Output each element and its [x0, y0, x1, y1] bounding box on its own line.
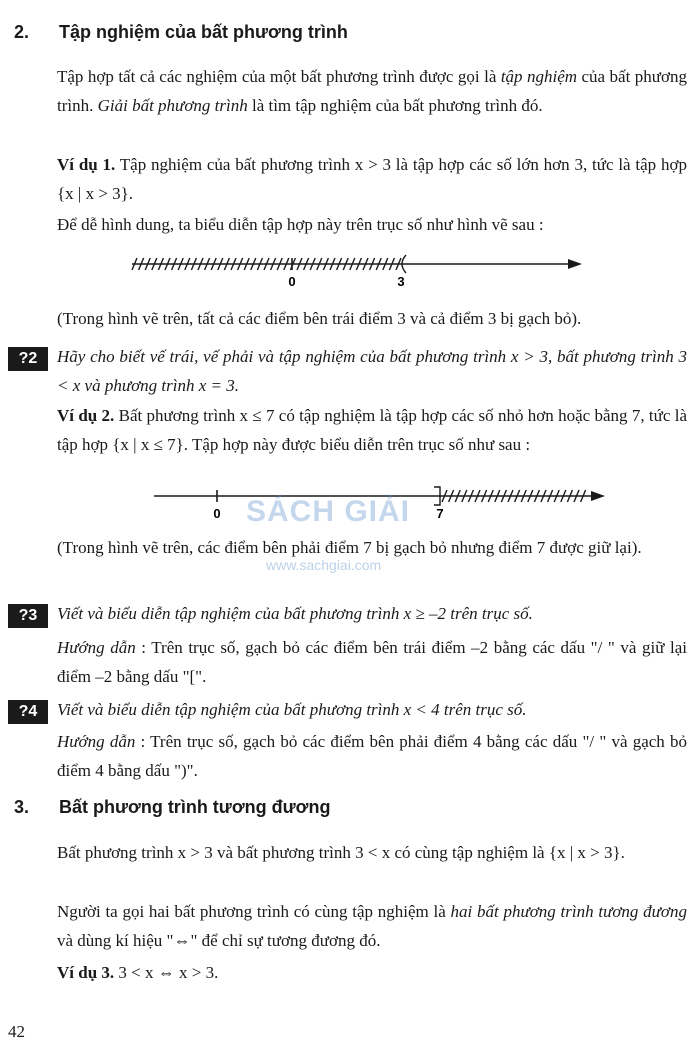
term-tap-nghiem: tập nghiệm [500, 67, 578, 86]
arrow-head [568, 259, 582, 269]
text: (Trong hình vẽ trên, các điểm bên phải điểm 7 bị gạch bỏ nhưng điểm 7 được giữ lại). [57, 538, 642, 557]
hint-text: : Trên trục số, gạch bỏ các điểm bên phải điểm 4 bằng các dấu "/ " và gạch bỏ điểm 4 bằng dấu ")". [57, 732, 687, 780]
text: Để dễ hình dung, ta biểu diễn tập hợp này trên trục số như hình vẽ sau : [57, 215, 544, 234]
text: Bất phương trình x > 3 và bất phương trình 3 < x có cùng tập nghiệm là {x | x > 3}. [57, 843, 625, 862]
number-line-1 [120, 246, 590, 296]
section-title: Bất phương trình tương đương [59, 797, 331, 817]
section-number: 2. [14, 22, 30, 42]
question-badge-4: ?4 [8, 700, 48, 724]
hint-label: Hướng dẫn [57, 638, 136, 657]
term-equivalent: hai bất phương trình tương đương [450, 902, 687, 921]
arrow-head [591, 491, 605, 501]
hint-label: Hướng dẫn [57, 732, 136, 751]
question-3-hint [57, 633, 687, 691]
text: và dùng kí hiệu "⇔" để chỉ sự tương đương đó. [57, 931, 381, 950]
section-2-heading [14, 22, 348, 43]
question-badge-3: ?3 [8, 604, 48, 628]
tick-label-7: 7 [436, 506, 444, 521]
paragraph-visualize [57, 210, 687, 239]
example-text: 3 < x ⇔ x > 3. [114, 963, 219, 982]
question-4-hint [57, 727, 687, 785]
example-1 [57, 150, 687, 208]
hint-text: : Trên trục số, gạch bỏ các điểm bên trái điểm –2 bằng các dấu "/ " và giữ lại điểm –2 bằng dấu "[". [57, 638, 688, 686]
section-3-heading [14, 797, 330, 818]
question-text: Viết và biểu diễn tập nghiệm của bất phương trình x < 4 trên trục số. [57, 700, 527, 719]
question-text: Hãy cho biết vế trái, vế phải và tập nghiệm của bất phương trình x > 3, bất phương trình 3 < x và phương trình x = 3. [57, 347, 687, 395]
question-text: Viết và biểu diễn tập nghiệm của bất phương trình x ≥ –2 trên trục số. [57, 604, 533, 623]
example-label: Ví dụ 2. [57, 406, 115, 425]
paragraph-note-2 [57, 533, 687, 562]
section-number: 3. [14, 797, 30, 817]
tick-label-0: 0 [213, 506, 221, 521]
section-title: Tập nghiệm của bất phương trình [59, 22, 348, 42]
paragraph-note-1 [57, 304, 687, 333]
text: Tập hợp tất cả các nghiệm của một bất phương trình được gọi là [57, 67, 501, 86]
tick-label-0: 0 [288, 274, 296, 289]
paragraph-equivalent-definition [57, 897, 687, 955]
example-label: Ví dụ 1. [57, 155, 116, 174]
example-text: Bất phương trình x ≤ 7 có tập nghiệm là tập hợp các số nhỏ hơn hoặc bằng 7, tức là tập hợp {x | x ≤ 7}. Tập hợp này được biểu diễn trên trục số như sau : [57, 406, 687, 454]
example-2 [57, 401, 687, 459]
paragraph-definition [57, 62, 687, 120]
text: Người ta gọi hai bất phương trình có cùng tập nghiệm là [57, 902, 451, 921]
question-2 [57, 342, 687, 400]
watermark-brand: SÁCH GIẢI [246, 495, 411, 528]
example-text: Tập nghiệm của bất phương trình x > 3 là tập hợp các số lớn hơn 3, tức là tập hợp {x | x > 3}. [57, 155, 687, 203]
term-giai-bpt: Giải bất phương trình [97, 96, 248, 115]
page-number: 42 [8, 1022, 25, 1041]
paragraph-equivalent-sets [57, 838, 687, 867]
text: (Trong hình vẽ trên, tất cả các điểm bên trái điểm 3 và cả điểm 3 bị gạch bỏ). [57, 309, 582, 328]
example-label: Ví dụ 3. [57, 963, 115, 982]
text: của bất phương trình. [57, 67, 687, 115]
number-line-2 [150, 480, 610, 530]
text: là tìm tập nghiệm của bất phương trình đó. [247, 96, 543, 115]
question-4 [57, 695, 687, 724]
example-3 [57, 958, 687, 987]
watermark-url: www.sachgiai.com [266, 557, 382, 573]
question-badge-2: ?2 [8, 347, 48, 371]
tick-label-3: 3 [397, 274, 405, 289]
question-3 [57, 599, 687, 628]
